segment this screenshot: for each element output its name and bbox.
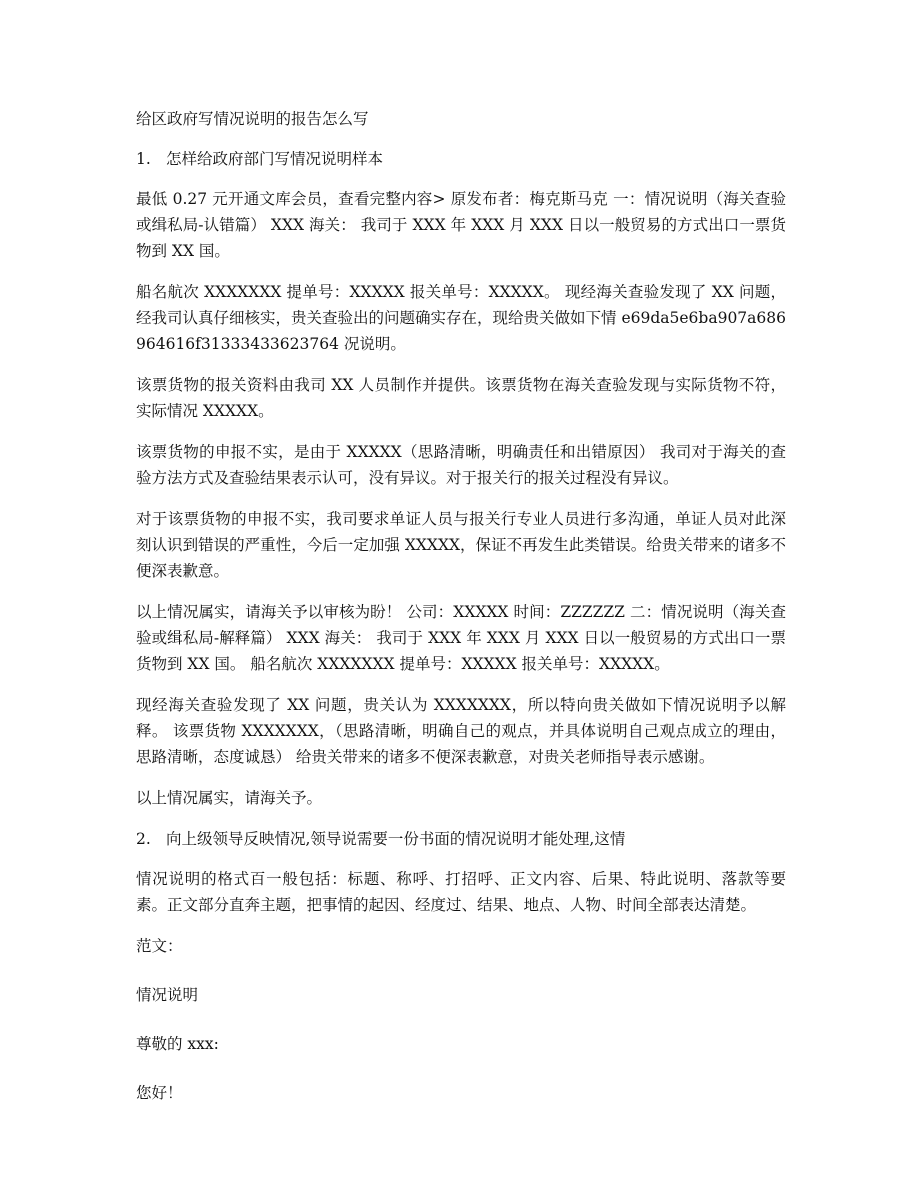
section-number: 1. bbox=[136, 150, 151, 168]
section-number: 2. bbox=[136, 830, 151, 848]
paragraph: 该票货物的报关资料由我司 XX 人员制作并提供。该票货物在海关查验发现与实际货物不符，实际情况 XXXXX。 bbox=[136, 376, 786, 420]
paragraph: 对于该票货物的申报不实，我司要求单证人员与报关行专业人员进行多沟通，单证人员对此深刻认识到错误的严重性，今后一定加强 XXXXX，保证不再发生此类错误。给贵关带来的诸多不便深表歉意。 bbox=[136, 510, 786, 580]
document-page bbox=[136, 106, 786, 1129]
paragraph: 该票货物的申报不实，是由于 XXXXX（思路清晰，明确责任和出错原因） 我司对于海关的查验方法方式及查验结果表示认可，没有异议。对于报关行的报关过程没有异议。 bbox=[136, 443, 786, 487]
section-heading-text: 向上级领导反映情况,领导说需要一份书面的情况说明才能处理,这情 bbox=[166, 830, 626, 848]
paragraph: 情况说明的格式百一般包括：标题、称呼、打招呼、正文内容、后果、特此说明、落款等要素。正文部分直奔主题，把事情的起因、经度过、结果、地点、人物、时间全部表达清楚。 bbox=[136, 870, 786, 914]
section-heading-2 bbox=[136, 826, 786, 852]
section-heading-text: 怎样给政府部门写情况说明样本 bbox=[166, 150, 384, 168]
salutation: 尊敬的 xxx: bbox=[136, 1035, 219, 1053]
sample-title: 情况说明 bbox=[136, 986, 199, 1004]
sample-label: 范文： bbox=[136, 937, 183, 955]
paragraph: 最低 0.27 元开通文库会员，查看完整内容> 原发布者：梅克斯马克 一：情况说明（海关查验或缉私局-认错篇） XXX 海关： 我司于 XXX 年 XXX 月 XXX 日以一般贸易的方式出口一票货物到 XX 国。 bbox=[136, 190, 786, 260]
paragraph: 船名航次 XXXXXXX 提单号：XXXXX 报关单号：XXXXX。 现经海关查验发现了 XX 问题，经我司认真仔细核实，贵关查验出的问题确实存在，现给贵关做如下情 e69da5e6ba907a686964616f31333433623764 况说明。 bbox=[136, 283, 786, 353]
document-title: 给区政府写情况说明的报告怎么写 bbox=[136, 110, 369, 128]
paragraph: 以上情况属实，请海关予。 bbox=[136, 789, 323, 807]
greeting: 您好！ bbox=[136, 1084, 183, 1102]
paragraph: 以上情况属实，请海关予以审核为盼！ 公司：XXXXX 时间：ZZZZZZ 二：情况说明（海关查验或缉私局-解释篇） XXX 海关： 我司于 XXX 年 XXX 月 XXX 日以一般贸易的方式出口一票货物到 XX 国。 船名航次 XXXXXXX 提单号：XXXXX 报关单号：XXXXX。 bbox=[136, 603, 786, 673]
paragraph: 现经海关查验发现了 XX 问题，贵关认为 XXXXXXX，所以特向贵关做如下情况说明予以解释。 该票货物 XXXXXXX，（思路清晰，明确自己的观点，并具体说明自己观点成立的理由，思路清晰，态度诚恳） 给贵关带来的诸多不便深表歉意，对贵关老师指导表示感谢。 bbox=[136, 696, 786, 766]
section-heading-1 bbox=[136, 146, 786, 172]
